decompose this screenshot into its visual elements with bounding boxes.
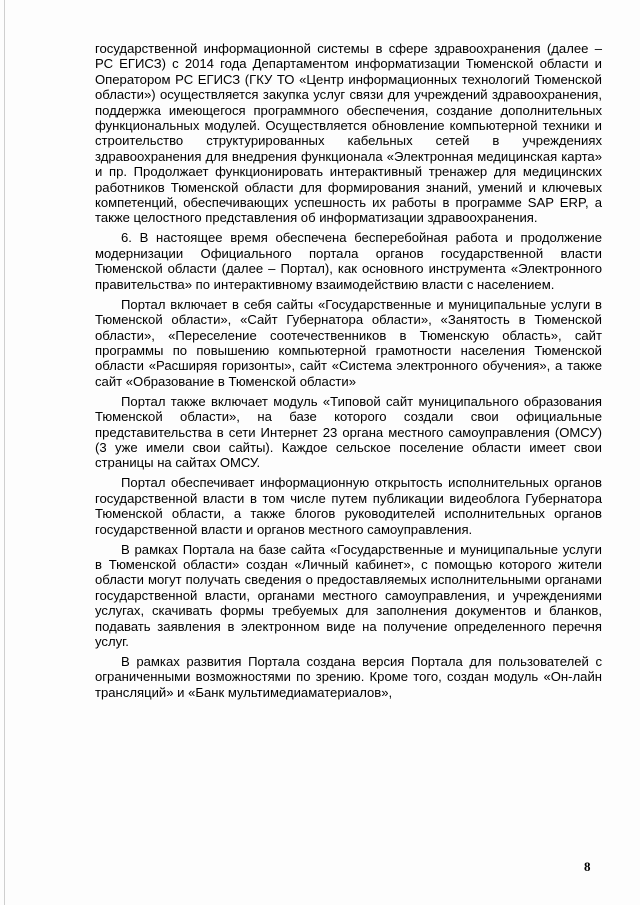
paragraph-portal-sites: Портал включает в себя сайты «Государственные и муниципальные услуги в Тюменской области», «Сайт Губернатора области», «Занятость в Тюменской области», «Переселение соотечественников в Тюменскую область», сайт программы по повышению компьютерной грамотности населения Тюменской области «Расширяя горизонты», сайт «Система электронного обучения», а также сайт «Образование в Тюменской области» xyxy=(95,296,602,389)
page-number: 8 xyxy=(584,859,591,874)
paragraph-accessibility: В рамках развития Портала создана версия Портала для пользователей с ограниченными возможностями по зрению. Кроме того, создан модуль «Он-лайн трансляций» и «Банк мультимедиаматериалов», xyxy=(95,654,602,700)
scan-edge-line xyxy=(4,0,5,905)
paragraph-portal-module: Портал также включает модуль «Типовой сайт муниципального образования Тюменской области», на базе которого создали свои официальные представительства в сети Интернет 23 органа местного самоуправления (ОМСУ) (3 уже имели свои сайты). Каждое сельское поселение области имеет свои страницы на сайтах ОМСУ. xyxy=(95,393,602,471)
paragraph-6: 6. В настоящее время обеспечена бесперебойная работа и продолжение модернизации Официального портала органов государственной власти Тюменской области (далее – Портал), как основного инструмента «Электронного правительства» по интерактивному взаимодействию власти с населением. xyxy=(95,230,602,292)
document-body xyxy=(95,41,602,700)
paragraph-continued: государственной информационной системы в сфере здравоохранения (далее – РС ЕГИСЗ) с 2014 года Департаментом информатизации Тюменской области и Оператором РС ЕГИСЗ (ГКУ ТО «Центр информационных технологий Тюменской области») осуществляется закупка услуг связи для учреждений здравоохранения, поддержка имеющегося программного обеспечения, создание дополнительных функциональных модулей. Осуществляется обновление компьютерной техники и строительство структурированных кабельных сетей в учреждениях здравоохранения для внедрения функционала «Электронная медицинская карта» и пр. Продолжает функционировать интерактивный тренажер для медицинских работников Тюменской области для формирования знаний, умений и ключевых компетенций, обеспечивающих успешность их работы в программе SAP ERP, а также целостного представления об информатизации здравоохранения. xyxy=(95,41,602,226)
paragraph-personal-cabinet: В рамках Портала на базе сайта «Государственные и муниципальные услуги в Тюменской области» создан «Личный кабинет», с помощью которого жители области могут получать сведения о предоставляемых исполнительными органами государственной власти, органами местного самоуправления, и учреждениями услугах, скачивать формы требуемых для заполнения документов и бланков, подавать заявления в электронном виде на получение определенного перечня услуг. xyxy=(95,541,602,649)
paragraph-portal-openness: Портал обеспечивает информационную открытость исполнительных органов государственной власти в том числе путем публикации видеоблога Губернатора Тюменской области, а также блогов руководителей исполнительных органов государственной власти и органов местного самоуправления. xyxy=(95,475,602,537)
